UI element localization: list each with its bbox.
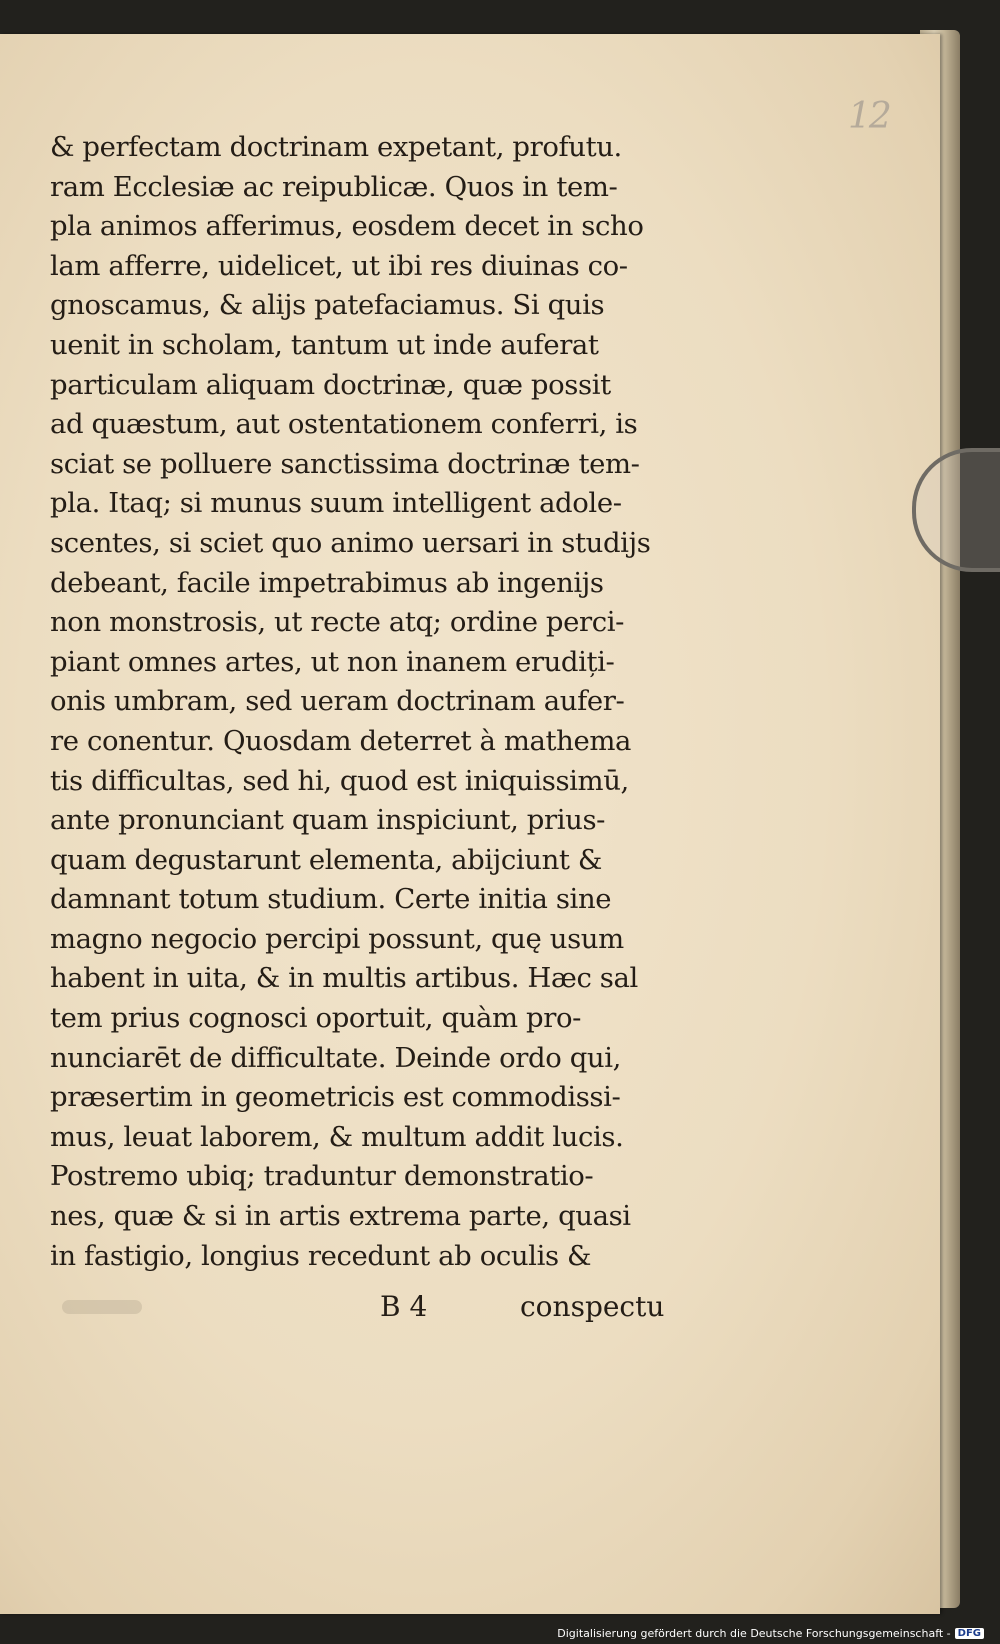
text-line: tem prius cognosci oportuit, quàm pro- <box>50 1002 582 1035</box>
body-text <box>50 128 690 1276</box>
text-line: pla animos afferimus, eosdem decet in scho <box>50 210 644 243</box>
catchword: conspectu <box>520 1290 665 1323</box>
text-line: debeant, facile impetrabimus ab ingenijs <box>50 566 604 599</box>
signature-mark: B 4 <box>380 1290 428 1323</box>
text-line: ad quæstum, aut ostentationem conferri, is <box>50 408 638 441</box>
text-line: gnoscamus, & aliјs patefaciamus. Si quis <box>50 289 605 322</box>
text-line: non monstrosis, ut recte atq; ordine perci- <box>50 606 625 639</box>
text-line: quam degustarunt elementa, abijciunt & <box>50 843 602 876</box>
dfg-logo-icon: DFG <box>955 1628 984 1639</box>
credit-text: Digitalisierung gefördert durch die Deutsche Forschungsgemeinschaft - <box>557 1627 951 1640</box>
text-line: habent in uita, & in multis artibus. Hæc sal <box>50 962 638 995</box>
text-line: re conentur. Quosdam deterret à mathema <box>50 724 632 757</box>
text-line: nes, quæ & si in artis extrema parte, quasi <box>50 1200 631 1233</box>
text-line: magno negocio percipi possunt, quę usum <box>50 922 624 955</box>
text-line: particulam aliquam doctrinæ, quæ possit <box>50 368 611 401</box>
text-line: scentes, si sciet quo animo uersari in studijs <box>50 526 651 559</box>
text-line: uenit in scholam, tantum ut inde auferat <box>50 328 599 361</box>
text-line: Postremo ubiq; traduntur demonstratio- <box>50 1160 594 1193</box>
text-line: & perfectam doctrinam expetant, profutu. <box>50 131 622 163</box>
text-line: tis difficultas, sed hi, quod est iniquissimū, <box>50 764 629 797</box>
text-line: piant omnes artes, ut non inanem erudiți- <box>50 645 615 678</box>
text-line: lam afferre, uidelicet, ut ibi res diuinas co- <box>50 249 628 282</box>
text-line: nunciarēt de difficultate. Deinde ordo qui, <box>50 1041 621 1074</box>
folio-number: 12 <box>848 96 890 137</box>
text-line: mus, leuat laborem, & multum addit lucis. <box>50 1120 624 1153</box>
digitization-credit <box>557 1627 984 1640</box>
text-line: pla. Itaq; si munus suum intelligent adole- <box>50 487 622 520</box>
text-line: præsertim in geometricis est commodissi- <box>50 1081 621 1114</box>
text-line: damnant totum studium. Certe initia sine <box>50 883 612 916</box>
text-line: ram Ecclesiæ ac reipublicæ. Quos in tem- <box>50 170 618 203</box>
ink-smudge <box>62 1300 142 1314</box>
text-line: onis umbram, sed ueram doctrinam aufer- <box>50 685 625 718</box>
text-line: in fastigio, longius recedunt ab oculis & <box>50 1239 592 1272</box>
text-line: sciat se polluere sanctissima doctrinæ tem- <box>50 447 640 480</box>
text-line: ante pronunciant quam inspiciunt, prius- <box>50 804 606 837</box>
